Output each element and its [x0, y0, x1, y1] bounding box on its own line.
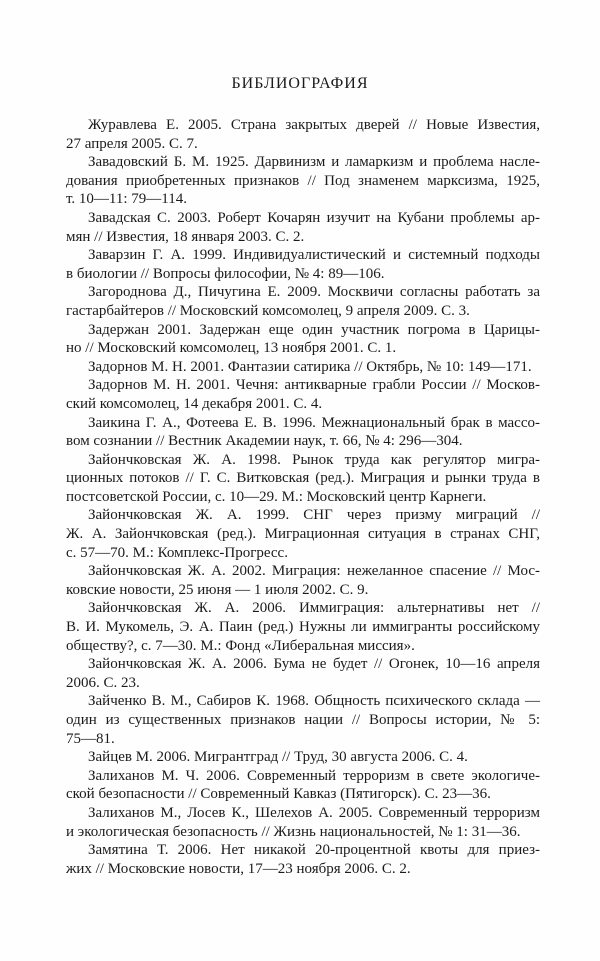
- entry-line: Заикина Г. А., Фотеева Е. В. 1996. Межнациональный брак в массо-: [88, 414, 540, 431]
- entry-line: Завадовский Б. М. 1925. Дарвинизм и ламаркизм и проблема насле-: [88, 154, 540, 171]
- entry-line: Журавлева Е. 2005. Страна закрытых дверей // Новые Известия,: [88, 117, 540, 133]
- bibliography-entry: [66, 692, 540, 748]
- bibliography-entry: [66, 209, 540, 246]
- bibliography-entry: [66, 283, 540, 320]
- entry-line: ский комсомолец, 14 декабря 2001. С. 4.: [66, 395, 323, 412]
- entry-line: вом сознании // Вестник Академии наук, т. 66, № 4: 296—304.: [66, 433, 463, 450]
- entry-line: ционных потоков // Г. С. Витковская (ред.). Миграция и рынки труда в: [66, 470, 540, 487]
- entry-line: жих // Московские новости, 17—23 ноября 2006. С. 2.: [66, 860, 411, 877]
- bibliography-entry: [66, 804, 540, 841]
- entry-line: ковские новости, 25 июня — 1 июля 2002. С. 9.: [66, 581, 369, 598]
- bibliography-list: [66, 116, 540, 878]
- bibliography-entry: [66, 767, 540, 804]
- bibliography-entry: [66, 451, 540, 507]
- entry-line: Залиханов М., Лосев К., Шелехов А. 2005. Современный терроризм: [88, 804, 540, 821]
- entry-line: ской безопасности // Современный Кавказ (Пятигорск). С. 23—36.: [66, 786, 491, 803]
- entry-line: Зайончковская Ж. А. 2006. Бума не будет // Огонек, 10—16 апреля: [88, 656, 540, 673]
- entry-line: один из существенных признаков нации // Вопросы истории, № 5:: [66, 712, 540, 728]
- entry-line: Замятина Т. 2006. Нет никакой 20-процентной квоты для приез-: [88, 842, 540, 859]
- bibliography-entry: [66, 153, 540, 209]
- entry-line: Зайончковская Ж. А. 2002. Миграция: нежеланное спасение // Мос-: [88, 563, 540, 580]
- entry-line: 2006. С. 23.: [66, 674, 140, 691]
- entry-line: Залиханов М. Ч. 2006. Современный терроризм в свете экологиче-: [88, 767, 540, 784]
- entry-line: Заварзин Г. А. 1999. Индивидуалистический и системный подходы: [88, 247, 540, 264]
- page-title: БИБЛИОГРАФИЯ: [231, 75, 369, 92]
- entry-line: В. И. Мукомель, Э. А. Паин (ред.) Нужны ли иммигранты российскому: [66, 619, 540, 636]
- entry-line: Зайченко В. М., Сабиров К. 1968. Общность психического склада —: [88, 693, 540, 710]
- entry-line: обществу?, с. 7—30. М.: Фонд «Либеральная миссия».: [66, 637, 415, 654]
- entry-line: но // Московский комсомолец, 13 ноября 2001. С. 1.: [66, 340, 397, 357]
- entry-line: Зайончковская Ж. А. 1998. Рынок труда как регулятор мигра-: [88, 451, 540, 468]
- entry-line: Зайцев М. 2006. Мигрантград // Труд, 30 августа 2006. С. 4.: [88, 749, 468, 766]
- entry-line: Зайончковская Ж. А. 2006. Иммиграция: альтернативы нет //: [88, 600, 540, 617]
- entry-line: 27 апреля 2005. С. 7.: [66, 135, 198, 152]
- bibliography-entry: [66, 116, 540, 153]
- bibliography-entry: [66, 599, 540, 655]
- bibliography-entry: [66, 655, 540, 692]
- entry-line: Ж. А. Зайончковская (ред.). Миграционная ситуация в странах СНГ,: [66, 526, 540, 543]
- bibliography-entry: [66, 748, 540, 767]
- entry-line: гастарбайтеров // Московский комсомолец, 9 апреля 2009. С. 3.: [66, 302, 470, 319]
- entry-line: Задорнов М. Н. 2001. Фантазии сатирика // Октябрь, № 10: 149—171.: [88, 358, 532, 375]
- bibliography-entry: [66, 841, 540, 878]
- bibliography-entry: [66, 376, 540, 413]
- entry-line: с. 57—70. М.: Комплекс-Прогресс.: [66, 544, 288, 561]
- entry-line: и экологическая безопасность // Жизнь национальностей, № 1: 31—36.: [66, 823, 521, 840]
- entry-line: Задорнов М. Н. 2001. Чечня: антикварные грабли России // Москов-: [88, 377, 540, 394]
- entry-line: постсоветской России, с. 10—29. М.: Московский центр Карнеги.: [66, 488, 487, 505]
- bibliography-entry: [66, 321, 540, 358]
- bibliography-entry: [66, 358, 540, 377]
- entry-line: т. 10—11: 79—114.: [66, 191, 187, 208]
- bibliography-entry: [66, 506, 540, 562]
- bibliography-entry: [66, 414, 540, 451]
- bibliography-entry: [66, 562, 540, 599]
- entry-line: дования приобретенных признаков // Под знаменем марксизма, 1925,: [66, 172, 540, 189]
- entry-line: мян // Известия, 18 января 2003. С. 2.: [66, 228, 305, 245]
- entry-line: Загороднова Д., Пичугина Е. 2009. Москвичи согласны работать за: [88, 284, 540, 301]
- bibliography-entry: [66, 246, 540, 283]
- entry-line: Задержан 2001. Задержан еще один участник погрома в Царицы-: [88, 321, 540, 338]
- entry-line: в биологии // Вопросы философии, № 4: 89—106.: [66, 265, 385, 282]
- entry-line: 75—81.: [66, 730, 115, 747]
- entry-line: Зайончковская Ж. А. 1999. СНГ через призму миграций //: [88, 507, 540, 524]
- entry-line: Завадская С. 2003. Роберт Кочарян изучит на Кубани проблемы ар-: [88, 209, 540, 226]
